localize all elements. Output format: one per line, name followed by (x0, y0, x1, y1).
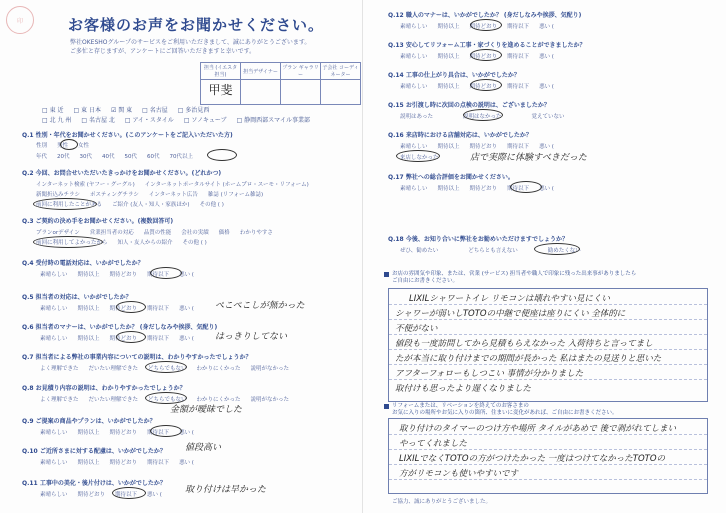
answer-circle (534, 243, 580, 255)
q1-age: 年代 20代 30代 40代 50代 60代 70代以上 (36, 154, 194, 160)
q4-label: Q.4 受付時の電話対応は、いかがでしたか？ (22, 260, 144, 267)
q7-label: Q.7 担当者による弊社の事業内容についての説明は、わかりやすかったでしょうか？ (22, 354, 252, 361)
q5-comment: ぺこぺこしが無かった (215, 301, 305, 311)
company-stamp: 印 (6, 6, 34, 34)
q3-label: Q.3 ご契約の決め手をお聞かせください。(複数回答可) (22, 218, 174, 225)
free-comment-box-2: 取り付けのタイマーのつけ方や場所 タイルがあめで 後で剥がれてしまい やってくれました LIXILでなくTOTOの方がつけたかった 一度はつけてなかったTOTOの 方がリモコンも使いやすいです (388, 418, 708, 494)
q9-label: Q.9 ご提案の商品やプランは、いかがでしたか？ (22, 418, 156, 425)
answer-circle (470, 19, 502, 31)
comment-prompt-1: お店の雰囲気や印象、または、営業 (サービス) 担当者や職人で印象に残った出来事がありましたら ご自由にお書きください。 (392, 271, 637, 284)
answer-circle (470, 49, 502, 61)
q1-label: Q.1 性別・年代をお聞かせください。(このアンケートをご記入いただいた方) (22, 132, 233, 139)
free-comment-box-1: LIXILシャワートイレ リモコンは壊れやすい見にくい シャワーが弱いしTOTOの中継で便座は座りにくい 全体的に 不便がない 値段も一度訪問してから見積もらえなかった 入荷待ちと言ってまし たが本当に取り付けまでの期間が長かった 私はまたの見送りと思いた アフターフォローもしつこい 事情が分かりました 取付けも思ったより遅くなりました (388, 288, 708, 402)
answer-circle (470, 79, 502, 91)
answer-circle (463, 109, 503, 121)
page-title: お客様のお声をお聞かせください。 (68, 16, 325, 34)
answer-circle (207, 149, 237, 161)
q5-label: Q.5 担当者の対応は、いかがでしたか？ (22, 294, 132, 301)
q8-comment: 金額が曖昧でした (170, 405, 243, 415)
q18-label: Q.18 今後、お知り合いに弊社をお勧めいただけますでしょうか？ (388, 236, 568, 243)
answer-circle (116, 301, 146, 313)
q6-label: Q.6 担当者のマナーは、いかがでしたか？ (身だしなみや挨拶、気配り) (22, 324, 218, 331)
bullet-icon (384, 272, 389, 277)
intro-text: 弊社OKESHOグループのサービスをご利用いただきまして、誠にありがとうございます。 ご多忙と存じますが、アンケートにご回答いただきますと幸いです。 (70, 39, 311, 55)
comment-prompt-2: リフォームまたは、リベーションを終えてのお客さまの お気に入りの場所やお気に入りの箇所、住まいに変化があれば、ご自由にお書きください。 (392, 403, 618, 416)
customer-name: 甲斐 (201, 80, 241, 105)
answer-circle (396, 150, 440, 162)
q15-label: Q.15 お引渡し時に次回の点検の説明は、ございましたか？ (388, 102, 550, 109)
survey-sheet: 印 お客様のお声をお聞かせください。 弊社OKESHOグループのサービスをご利用いただきまして、誠にありがとうございます。 ご多忙と存じますが、アンケートにご回答いただきますと幸いです。 担当 (イエスタ担当) 担当デザイナー プラン ギャラリー 子会社 コーディネーター 甲斐 □ 東 近 □ 東 日本 ☑ 関 東 □ 名古屋 □ 多治見西 □ 北 九 州 □ 名古屋 北 □ アイ・スタイル □ ソノキューブ □ 静岡西部スマイル事業部 Q.1 性別・年代をお聞かせください。(このアンケートをご記入いただいた方) 性別 男性 女性 年代 20代 30代 40代 50代 60代 70代以上 Q.2 今回、お問合せいただいたきっかけをお聞かせください。(どれかつ) インターネット検索 (ヤフー・グーグル) インターネットポータルサイト (ホームプロ・スーモ・リフォーム) 新聞折込みチラシ ポスティングチラシ インターネット広告 雑誌 (リフォーム雑誌) 前回に利用したことがある ご紹介 (友人・知人・家族ほか) その他 ( ) Q.3 ご契約の決め手をお聞かせください。(複数回答可) プランorデザイン 営業担当者の対応 品質の性能 会社の実績 価格 わかりやすさ 前回に利用してよかったから 知人・友人からの紹介 その他 ( ) Q.4 受付時の電話対応は、いかがでしたか？ 素晴らしい 期待以上 期待どおり 期待以下 悪い ( Q.5 担当者の対応は、いかがでしたか？ 素晴らしい 期待以上 期待どおり 期待以下 悪い ( ぺこぺこしが無かった Q.6 担当者のマナーは、いかがでしたか？ (身だしなみや挨拶、気配り) 素晴らしい 期待以上 期待どおり 期待以下 悪い ( はっきりしてない Q.7 担当者による弊社の事業内容についての説明は、わかりやすかったでしょうか？ よく理解できた だいたい理解できた どちらでもない わかりにくかった 説明がなかった Q.8 お見積り内容の説明は、わかりやすかったでしょうか？ よく理解できた だいたい理解できた どちらでもない わかりにくかった 説明がなかった 金額が曖昧でした Q.9 ご提案の商品やプランは、いかがでしたか？ 素晴らしい 期待以上 期待どおり 期待以下 悪い ( Q.10 ご近所さまに対する配慮は、いかがでしたか？ 素晴らしい 期待以上 期待どおり 期待以下 悪い ( 値段高い Q.11 工事中の美化・後片付けは、いかがでしたか？ 素晴らしい 期待どおり 期待以下 悪い ( 取り付けは早かった Q.12 職人のマナーは、いかがでしたか？ (身だしなみや挨拶、気配り) 素晴らしい 期待以上 期待どおり 期待以下 悪い ( Q.13 安心してリフォーム工事・家づくりを進めることができましたか？ 素晴らしい 期待以上 期待どおり 期待以下 悪い ( Q.14 工事の仕上がり具合は、いかがでしたか？ 素晴らしい 期待以上 期待どおり 期待以下 悪い ( Q.15 お引渡し時に次回の点検の説明は、ございましたか？ 説明はあった 説明はなかった 覚えていない Q.16 来店時における店舗対応は、いかがでしたか？ 素晴らしい 期待以上 期待どおり 期待以下 悪い ( 来店しなかった 店で実際に体験すべきだった Q.17 弊社への総合評価をお聞かせください。 素晴らしい 期待以上 期待どおり 期待以下 悪い ( Q.18 今後、お知り合いに弊社をお勧めいただけますでしょうか？ ぜひ、勧めたい どちらとも言えない 勧めたくない お店の雰囲気や印象、または、営業 (サービス) 担当者や職人で印象に残った出来事がありましたら ご自由にお書きください。 LIXILシャワートイレ リモコンは壊れやすい見にくい シャワーが弱いしTOTOの中継で便座は座りにくい 全体的に 不便がない 値段も一度訪問してから見積もらえなかった 入荷待ちと言ってまし たが本当に取り付けまでの期間が長かった 私はまたの見送りと思いた アフターフォローもしつこい 事情が分かりました 取付けも思ったより遅くなりました リフォームまたは、リベーションを終えてのお客さまの お気に入りの場所やお気に入りの箇所、住まいに変化があれば、ご自由にお書きください。 取り付けのタイマーのつけ方や場所 タイルがあめで 後で剥がれてしまい やってくれました LIXILでなくTOTOの方がつけたかった 一度はつけてなかったTOTOの 方がリモコンも使いやすいです ご協力、誠にありがとうございました。 (0, 0, 726, 513)
q13-label: Q.13 安心してリフォーム工事・家づくりを進めることができましたか？ (388, 42, 586, 49)
q11-comment: 取り付けは早かった (185, 485, 267, 495)
q9-comment: 値段高い (185, 443, 222, 453)
answer-circle (60, 139, 78, 150)
bullet-icon (384, 404, 389, 409)
answer-circle (510, 181, 542, 193)
answer-circle (33, 198, 97, 210)
q14-label: Q.14 工事の仕上がり具合は、いかがでしたか？ (388, 72, 520, 79)
q17-label: Q.17 弊社への総合評価をお聞かせください。 (388, 174, 514, 181)
q1-gender: 性別 男性 女性 (36, 143, 90, 149)
staff-info-table: 担当 (イエスタ担当) 担当デザイナー プラン ギャラリー 子会社 コーディネーター 甲斐 (200, 62, 361, 105)
q10-label: Q.10 ご近所さまに対する配慮は、いかがでしたか？ (22, 448, 166, 455)
answer-circle (116, 331, 146, 343)
q12-label: Q.12 職人のマナーは、いかがでしたか？ (身だしなみや挨拶、気配り) (388, 12, 582, 19)
answer-circle (145, 361, 187, 373)
q16-comment: 店で実際に体験すべきだった (470, 153, 587, 163)
answer-circle (150, 425, 182, 437)
region-checkboxes: □ 東 近 □ 東 日本 ☑ 関 東 □ 名古屋 □ 多治見西 □ 北 九 州 □ 名古屋 北 □ アイ・スタイル □ ソノキューブ □ 静岡西部スマイル事業部 (42, 107, 310, 124)
q11-label: Q.11 工事中の美化・後片付けは、いかがでしたか？ (22, 480, 166, 487)
answer-circle (150, 267, 182, 279)
fold-line (362, 0, 363, 513)
thank-you-footer: ご協力、誠にありがとうございました。 (392, 499, 492, 505)
answer-circle (112, 487, 146, 499)
answer-circle (33, 236, 103, 248)
q8-label: Q.8 お見積り内容の説明は、わかりやすかったでしょうか？ (22, 385, 186, 392)
q2-label: Q.2 今回、お問合せいただいたきっかけをお聞かせください。(どれかつ) (22, 170, 222, 177)
q16-label: Q.16 来店時における店舗対応は、いかがでしたか？ (388, 132, 532, 139)
q6-comment: はっきりしてない (215, 332, 288, 342)
